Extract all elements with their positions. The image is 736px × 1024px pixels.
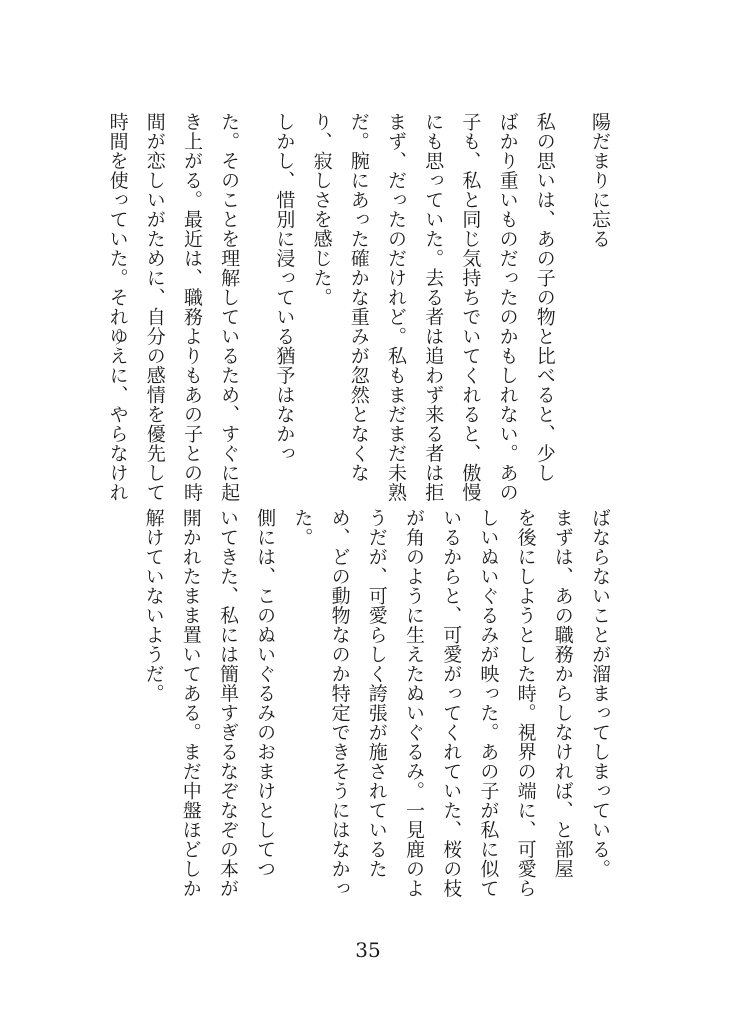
- page-number: 35: [355, 938, 381, 962]
- text-line: 子も、私と同じ気持ちでいてくれると、傲慢: [459, 112, 482, 502]
- text-line: まずは、あの職務からしなければ、と部屋: [551, 508, 574, 879]
- text-line: 解けていないようだ。: [142, 508, 165, 703]
- text-line: うだが、可愛らしく誇張が施されているた: [365, 508, 388, 879]
- text-line: にも思っていた。去る者は追わず来る者は拒: [422, 112, 445, 502]
- upper-text-block: [98, 112, 618, 502]
- text-line: 側には、このぬいぐるみのおまけとしてつ: [254, 508, 277, 879]
- chapter-title: 陽だまりに忘る: [589, 112, 611, 249]
- text-line: いるからと、可愛がってくれていた、桜の枝: [440, 508, 463, 898]
- text-line: 開かれたまま置いてある。まだ中盤ほどしか: [179, 508, 202, 898]
- text-line: しいぬいぐるみが映った。あの子が私に似て: [477, 508, 500, 898]
- text-line: だ。腕にあった確かな重みが忽然となくな: [347, 112, 370, 483]
- text-line: た。: [291, 508, 314, 547]
- text-line: 間が恋しいがために、自分の感情を優先して: [143, 112, 166, 502]
- text-line: 私の思いは、あの子の物と比べると、少し: [533, 112, 556, 483]
- text-line: き上がる。最近は、職務よりもあの子との時: [180, 112, 203, 502]
- text-line: た。そのことを理解しているため、すぐに起: [218, 112, 241, 502]
- text-line: まず、だったのだけれど。私もまだまだ未熟: [384, 112, 407, 502]
- lower-text-block: [134, 508, 618, 898]
- text-line: ばかり重いものだったのかもしれない。あの: [496, 112, 519, 502]
- text-line: が角のように生えたぬいぐるみ。一見鹿のよ: [402, 508, 425, 898]
- text-line: め、どの動物なのか特定できそうにはなかっ: [328, 508, 351, 898]
- text-line: いてきた、私には簡単すぎるなぞなぞの本が: [216, 508, 239, 898]
- text-line: しかし、惜別に浸っている猶予はなかっ: [273, 112, 296, 463]
- text-line: り、寂しさを感じた。: [310, 112, 333, 307]
- text-line: を後にしようとした時。視界の端に、可愛ら: [514, 508, 537, 898]
- text-line: ばならないことが溜まってしまっている。: [589, 508, 611, 879]
- text-line: 時間を使っていた。それゆえに、やらなけれ: [106, 112, 129, 502]
